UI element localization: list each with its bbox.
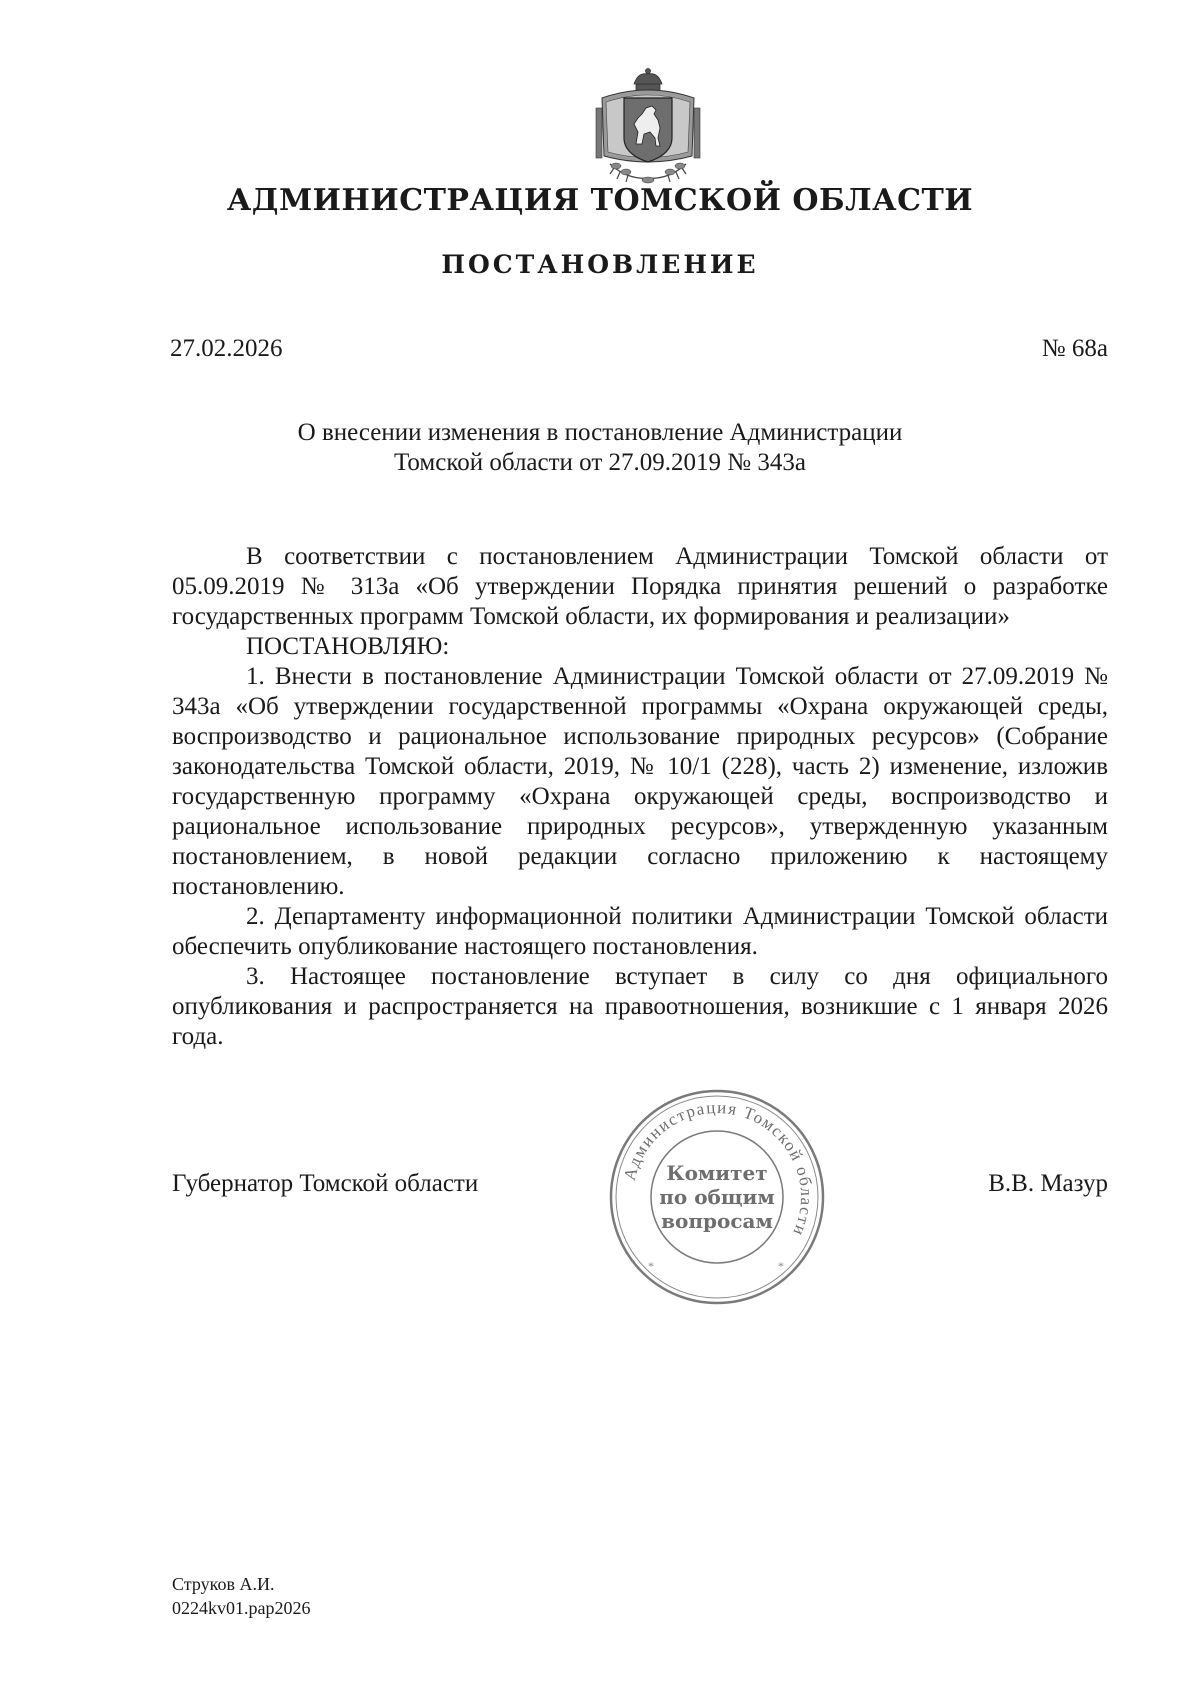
stamp-center-line: Комитет — [666, 1161, 768, 1185]
signer-name: В.В. Мазур — [988, 1170, 1108, 1197]
tomsk-coat-of-arms-icon — [588, 68, 708, 190]
decree-word: ПОСТАНОВЛЯЮ: — [246, 633, 450, 660]
decree-item: 3. Настоящее постановление вступает в силу со дня официального опубликования и распространяется на правоотношения, возникшие с 1 января 2026 года. — [172, 963, 1108, 1050]
organization-title: АДМИНИСТРАЦИЯ ТОМСКОЙ ОБЛАСТИ — [226, 183, 974, 218]
subject-line: Томской области от 27.09.2019 № 343а — [394, 449, 806, 476]
preamble-paragraph: В соответствии с постановлением Администрации Томской области от 05.09.2019 № 313а «Об утверждении Порядка принятия решений о разработке государственных программ Томской области, их формирования и реализации» — [172, 543, 1108, 630]
svg-text:*: * — [648, 1259, 654, 1273]
stamp-center-line: по общим — [659, 1185, 775, 1209]
document-subject — [0, 418, 1200, 478]
document-number: № 68а — [1041, 335, 1108, 362]
executor-footer — [172, 1572, 311, 1620]
signer-position: Губернатор Томской области — [172, 1170, 479, 1197]
svg-text:*: * — [778, 1259, 784, 1273]
document-body — [172, 542, 1108, 1052]
stamp-ring-text: Администрация Томской области — [619, 1097, 817, 1240]
decree-item: 1. Внести в постановление Администрации Томской области от 27.09.2019 № 343а «Об утверждении государственной программы «Охрана окружающей среды, воспроизводство и рациональное использование природных ресурсов» (Собрание законодательства Томской области, 2019, № 10/1 (228), часть 2) изменение, изложив государственную программу «Охрана окружающей среды, воспроизводство и рациональное использование природных ресурсов», утвержденную указанным постановлением, в новой редакции согласно приложению к настоящему постановлению. — [172, 663, 1108, 900]
subject-line: О внесении изменения в постановление Администрации — [297, 419, 903, 446]
stamp-center-line: вопросам — [661, 1209, 773, 1233]
executor-name: Струков А.И. — [172, 1574, 275, 1594]
file-name: 0224kv01.pap2026 — [172, 1598, 311, 1618]
decree-item: 2. Департаменту информационной политики Администрации Томской области обеспечить опубликование настоящего постановления. — [172, 903, 1108, 960]
document-type: ПОСТАНОВЛЕНИЕ — [441, 250, 759, 279]
document-date: 27.02.2026 — [170, 335, 283, 362]
official-seal-icon — [606, 1086, 828, 1308]
